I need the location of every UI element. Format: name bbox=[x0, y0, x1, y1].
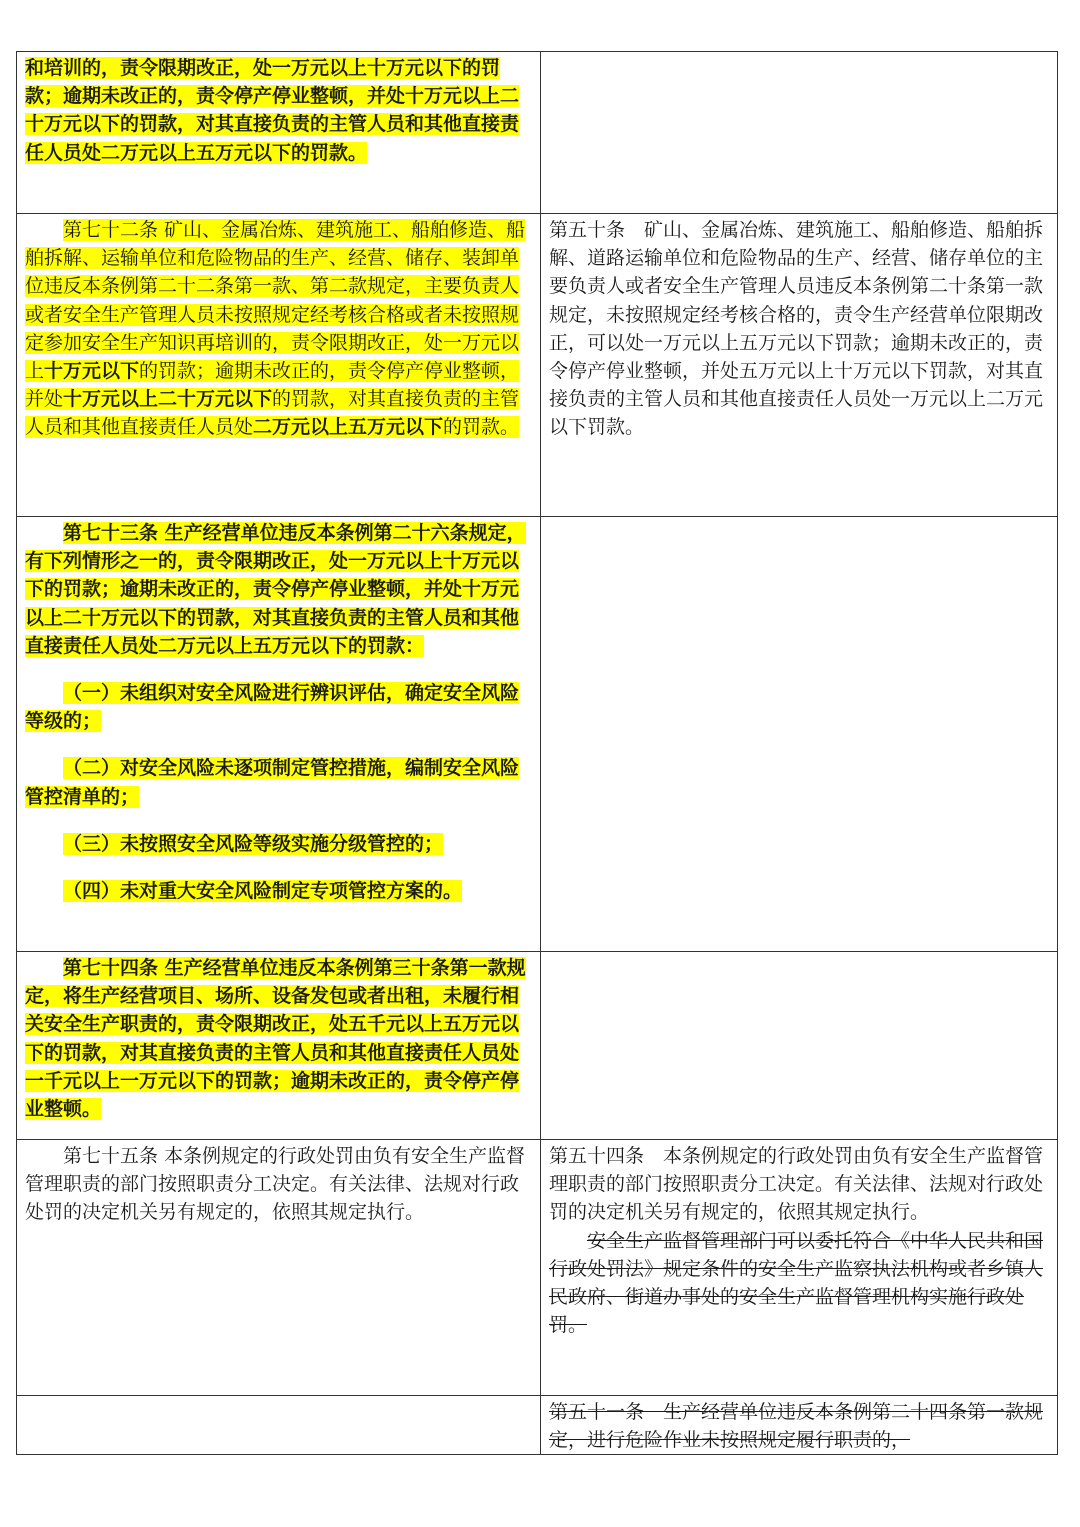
left-cell-text bbox=[25, 954, 532, 1123]
right-cell-text bbox=[549, 1142, 1049, 1339]
paragraph bbox=[549, 1227, 1049, 1340]
table-row bbox=[17, 214, 1058, 517]
paragraph bbox=[25, 1142, 532, 1227]
left-cell bbox=[17, 1140, 541, 1396]
text-run: 的罚款。 bbox=[443, 416, 520, 439]
text-run: 十万元以下 bbox=[44, 360, 140, 383]
table-row bbox=[17, 52, 1058, 214]
right-cell bbox=[541, 1140, 1058, 1396]
table-row bbox=[17, 517, 1058, 952]
left-cell bbox=[17, 952, 541, 1140]
text-run: 第七十五条 本条例规定的行政处罚由负有安全生产监督管理职责的部门按照职责分工决定。有关法律、法规对行政处罚的决定机关另有规定的，依照其规定执行。 bbox=[25, 1145, 526, 1224]
left-cell-text bbox=[25, 519, 532, 905]
text-run: 第七十二条 矿山、金属冶炼、建筑施工、船舶修造、船舶拆解、运输单位和危险物品的生产、经营、储存、装卸单位违反本条例第二十二条第一款、第二款规定，主要负责人或者安全生产管理人员未按照规定经考核合格或者未按照规定参加安全生产知识再培训的，责令限期改正，处一万元以上 bbox=[25, 219, 526, 383]
text-run: 第七十三条 生产经营单位违反本条例第二十六条规定，有下列情形之一的，责令限期改正，处一万元以上十万元以下的罚款；逾期未改正的，责令停产停业整顿，并处十万元以上二十万元以下的罚款，对其直接负责的主管人员和其他直接责任人员处二万元以上五万元以下的罚款： bbox=[25, 522, 526, 657]
paragraph bbox=[549, 1398, 1049, 1454]
left-cell bbox=[17, 214, 541, 517]
comparison-table bbox=[16, 51, 1058, 1455]
paragraph bbox=[25, 830, 532, 858]
right-cell-text bbox=[549, 216, 1049, 442]
text-run: （二）对安全风险未逐项制定管控措施，编制安全风险管控清单的； bbox=[25, 757, 520, 808]
paragraph bbox=[25, 519, 532, 660]
text-run: （四）未对重大安全风险制定专项管控方案的。 bbox=[63, 880, 463, 903]
paragraph bbox=[25, 954, 532, 1123]
left-cell bbox=[17, 52, 541, 214]
left-cell-text bbox=[25, 1142, 532, 1227]
text-run: （三）未按照安全风险等级实施分级管控的； bbox=[63, 832, 444, 855]
text-run: 第五十四条 本条例规定的行政处罚由负有安全生产监督管理职责的部门按照职责分工决定。有关法律、法规对行政处罚的决定机关另有规定的，依照其规定执行。 bbox=[549, 1145, 1044, 1224]
right-cell bbox=[541, 517, 1058, 952]
table-row bbox=[17, 1396, 1058, 1455]
right-cell bbox=[541, 952, 1058, 1140]
text-run: 的罚款；逾期未改正的，责令停产停业整顿，并处 bbox=[25, 360, 520, 411]
paragraph bbox=[25, 216, 532, 442]
text-run: 第五十条 矿山、金属冶炼、建筑施工、船舶修造、船舶拆解、道路运输单位和危险物品的生产、经营、储存单位的主要负责人或者安全生产管理人员违反本条例第二十条第一款规定，未按照规定经考核合格的，责令生产经营单位限期改正，可以处一万元以上五万元以下罚款；逾期未改正的，责令停产停业整顿，并处五万元以上十万元以下罚款，对其直接负责的主管人员和其他直接责任人员处一万元以上二万元以下罚款。 bbox=[549, 219, 1044, 439]
text-run: 二万元以上五万元以下 bbox=[253, 416, 444, 439]
left-cell bbox=[17, 1396, 541, 1455]
text-run: 安全生产监督管理部门可以委托符合《中华人民共和国行政处罚法》规定条件的安全生产监察执法机构或者乡镇人民政府、街道办事处的安全生产监督管理机构实施行政处罚。 bbox=[549, 1229, 1044, 1337]
left-cell-text bbox=[25, 54, 532, 167]
right-cell bbox=[541, 1396, 1058, 1455]
paragraph bbox=[25, 679, 532, 735]
right-cell-text bbox=[549, 1398, 1049, 1454]
paragraph bbox=[25, 877, 532, 905]
text-run: 的罚款，对其直接负责的主管人员和其他直接责任人员处 bbox=[25, 388, 520, 439]
text-run: 第七十四条 生产经营单位违反本条例第三十条第一款规定，将生产经营项目、场所、设备发包或者出租，未履行相关安全生产职责的，责令限期改正，处五千元以上五万元以下的罚款，对其直接负责的主管人员和其他直接责任人员处一千元以上一万元以下的罚款；逾期未改正的，责令停产停业整顿。 bbox=[25, 957, 526, 1121]
table-row bbox=[17, 1140, 1058, 1396]
table-row bbox=[17, 952, 1058, 1140]
paragraph bbox=[25, 754, 532, 810]
text-run: 第五十一条 生产经营单位违反本条例第二十四条第一款规定，进行危险作业未按照规定履行职责的， bbox=[549, 1401, 1044, 1452]
left-cell-text bbox=[25, 216, 532, 442]
text-run: 和培训的，责令限期改正，处一万元以上十万元以下的罚款；逾期未改正的，责令停产停业整顿，并处十万元以上二十万元以下的罚款，对其直接负责的主管人员和其他直接责任人员处二万元以上五万元以下的罚款。 bbox=[25, 57, 520, 164]
right-cell bbox=[541, 214, 1058, 517]
text-run: （一）未组织对安全风险进行辨识评估，确定安全风险等级的； bbox=[25, 682, 520, 733]
text-run: 十万元以上二十万元以下 bbox=[63, 388, 273, 411]
left-cell bbox=[17, 517, 541, 952]
paragraph bbox=[25, 54, 532, 167]
paragraph bbox=[549, 1142, 1049, 1227]
paragraph bbox=[549, 216, 1049, 442]
right-cell bbox=[541, 52, 1058, 214]
